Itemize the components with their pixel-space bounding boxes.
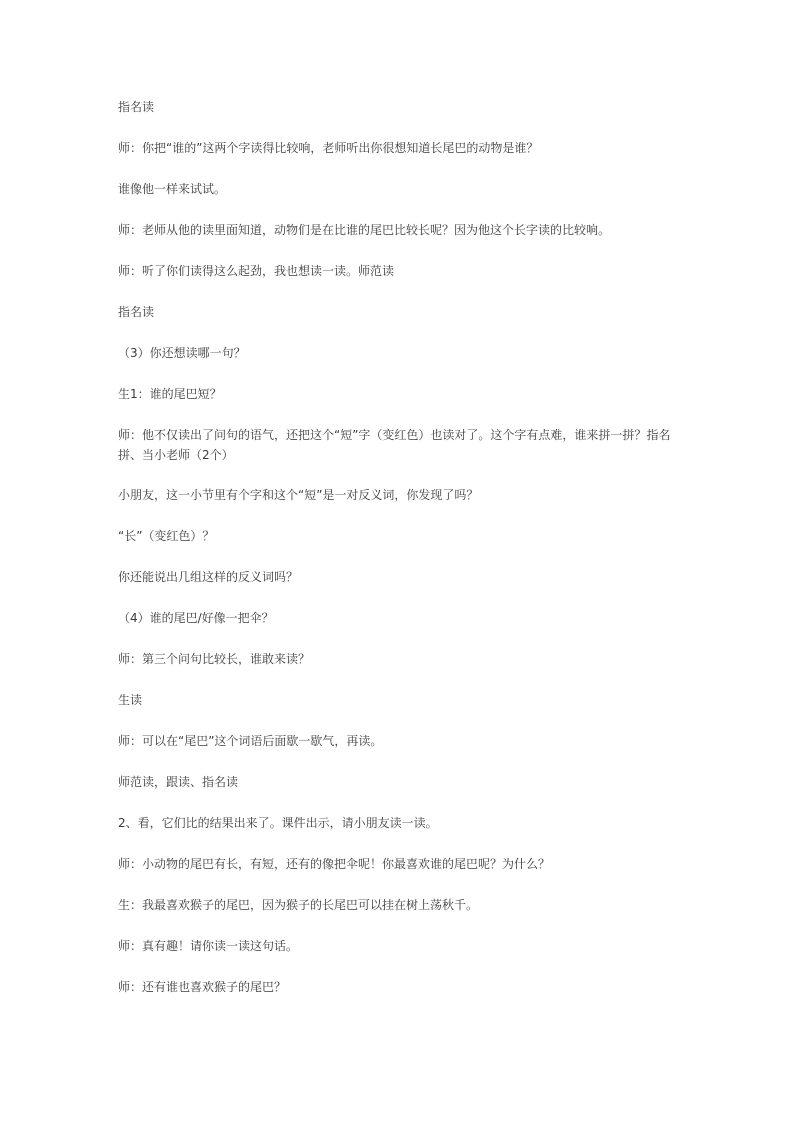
paragraph-5: 师：听了你们读得这么起劲，我也想读一读。师范读: [118, 264, 395, 278]
paragraph-18: 2、看，它们比的结果出来了。课件出示，请小朋友读一读。: [118, 816, 438, 830]
paragraph-15: 生读: [118, 693, 143, 707]
paragraph-9: 师：他不仅读出了问句的语气，还把这个“短”字（变红色）也读对了。这个字有点难，谁来拼一拼？指名拼、当小老师（2个）: [118, 428, 671, 462]
paragraph-3: 谁像他一样来试试。: [118, 182, 227, 196]
paragraph-22: 师：还有谁也喜欢猴子的尾巴？: [118, 980, 287, 994]
paragraph-4: 师：老师从他的读里面知道，动物们是在比谁的尾巴比较长呢？因为他这个长字读的比较响。: [118, 223, 611, 237]
paragraph-6: 指名读: [118, 305, 155, 319]
paragraph-12: 你还能说出几组这样的反义词吗？: [118, 570, 299, 584]
paragraph-10: 小朋友，这一小节里有个字和这个“短”是一对反义词，你发现了吗？: [118, 488, 479, 502]
paragraph-1: 指名读: [118, 100, 155, 114]
paragraph-21: 师：真有趣！请你读一读这句话。: [118, 939, 299, 953]
paragraph-11: “长”（变红色）？: [118, 529, 215, 543]
paragraph-19: 师：小动物的尾巴有长，有短，还有的像把伞呢！你最喜欢谁的尾巴呢？为什么？: [118, 857, 551, 871]
paragraph-2: 师：你把“谁的”这两个字读得比较响，老师听出你很想知道长尾巴的动物是谁？: [118, 141, 539, 155]
document-body: [118, 97, 688, 1018]
paragraph-13: （4）谁的尾巴/好像一把伞？: [118, 611, 274, 625]
paragraph-16: 师：可以在“尾巴”这个词语后面歇一歇气，再读。: [118, 734, 383, 748]
paragraph-20: 生：我最喜欢猴子的尾巴，因为猴子的长尾巴可以挂在树上荡秋千。: [118, 898, 479, 912]
paragraph-17: 师范读，跟读、指名读: [118, 775, 239, 789]
paragraph-14: 师：第三个问句比较长，谁敢来读？: [118, 652, 311, 666]
paragraph-7: （3）你还想读哪一句？: [118, 346, 246, 360]
paragraph-8: 生1：谁的尾巴短？: [118, 387, 222, 401]
